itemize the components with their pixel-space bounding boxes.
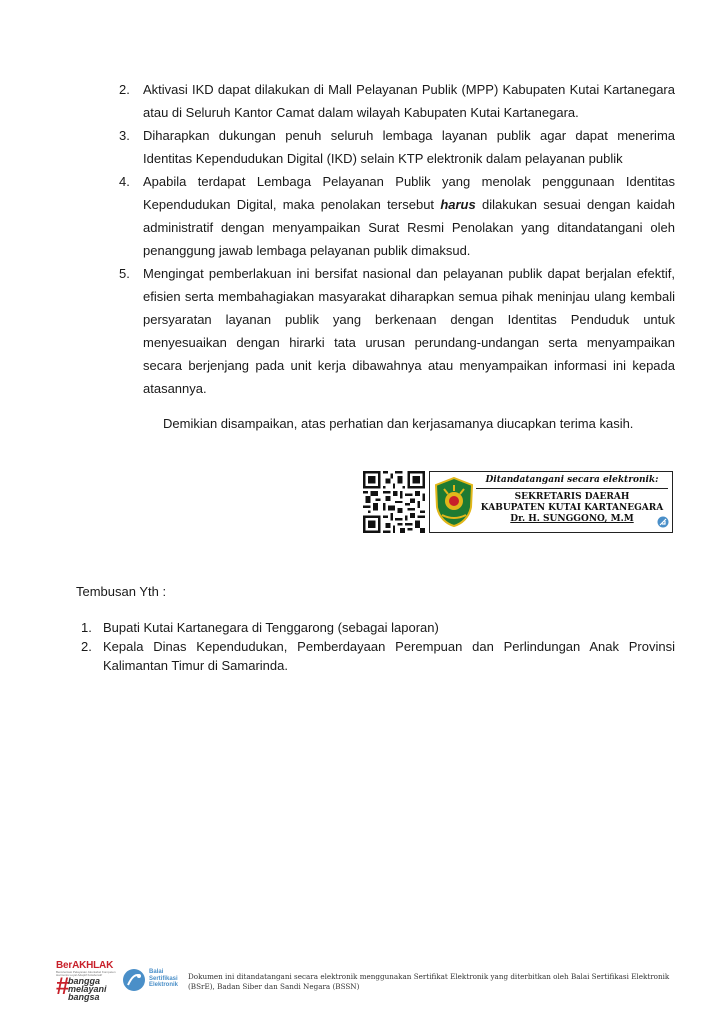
list-number: 3. bbox=[119, 128, 130, 143]
list-number: 2. bbox=[81, 639, 92, 654]
berakhlak-logo bbox=[56, 960, 122, 1002]
qr-code bbox=[362, 471, 426, 533]
footer-disclaimer: Dokumen ini ditandatangani secara elektronik menggunakan Sertifikat Elektronik yang diterbitkan oleh Balai Sertifikasi Elektronik (BSrE), Badan Siber dan Sandi Negara (BSSN) bbox=[188, 972, 670, 991]
list-text: dilakukan sesuai dengan kaidah administratif dengan menyampaikan Surat Resmi Penolakan yang ditandatangani oleh penanggung jawab lembaga pelayanan publik dimaksud. bbox=[143, 197, 676, 258]
berakhlak-title: BerAKHLAK bbox=[56, 960, 114, 971]
signature-institution: KABUPATEN KUTAI KARTANEGARA bbox=[480, 503, 664, 513]
list-text: Diharapkan dukungan penuh seluruh lembaga layanan publik agar dapat menerima Identitas Kependudukan Digital (IKD) selain KTP elektronik dalam pelayanan publik bbox=[143, 128, 675, 166]
list-text: Mengingat pemberlakuan ini bersifat nasional dan pelayanan publik dapat berjalan efektif, efisien serta membahagiakan masyarakat diharapkan semua pihak meninjau ulang kembali persyaratan layanan publik yang berkenaan dengan Identitas Penduduk untuk menyesuaikan dengan hirarki tata urusan perundang-undangan serta menyampaikan secara berjenjang pada unit kerja dibawahnya atau menyampaikan informasi ini kepada atasannya. bbox=[143, 266, 675, 396]
list-item bbox=[81, 618, 675, 637]
list-number: 2. bbox=[119, 82, 130, 97]
list-number: 5. bbox=[119, 266, 130, 281]
closing-statement: Demikian disampaikan, atas perhatian dan kerjasamanya diucapkan terima kasih. bbox=[163, 416, 634, 431]
bsre-logo-text: Balai Sertifikasi Elektronik bbox=[149, 969, 179, 988]
hashtag-icon: # bbox=[56, 973, 70, 1000]
bsre-logo-icon bbox=[122, 968, 146, 992]
signature-header: Ditandatangani secara elektronik: bbox=[476, 475, 668, 489]
list-text: Apabila terdapat Lembaga Pelayanan Publik yang menolak penggunaan Identitas Kependudukan Digital, maka penolakan tersebut bbox=[143, 174, 675, 212]
berakhlak-tagline: Berorientasi Pelayanan Akuntabel Kompeten Harmonis Loyal Adaptif Kolaboratif bbox=[56, 970, 116, 977]
list-item bbox=[81, 637, 675, 675]
cc-title: Tembusan Yth : bbox=[76, 584, 167, 599]
list-number: 4. bbox=[119, 174, 130, 189]
instruction-list bbox=[119, 78, 675, 400]
list-item bbox=[119, 170, 675, 262]
list-item bbox=[119, 262, 675, 400]
bangga-melayani-bangsa: bangga melayani bangsa bbox=[68, 976, 107, 1002]
list-text: Aktivasi IKD dapat dilakukan di Mall Pelayanan Publik (MPP) Kabupaten Kutai Kartanegara atau di Seluruh Kantor Camat dalam wilayah Kabupaten Kutai Kartanegara. bbox=[143, 82, 675, 120]
list-item bbox=[119, 78, 675, 124]
bsre-mark-icon bbox=[657, 516, 669, 528]
electronic-signature-box bbox=[429, 471, 673, 533]
page-footer bbox=[56, 958, 681, 1008]
signature-text-block bbox=[476, 475, 668, 525]
emphasis-text: harus bbox=[440, 197, 476, 212]
regency-seal-icon bbox=[434, 477, 474, 527]
list-number: 1. bbox=[81, 620, 92, 635]
signature-position: SEKRETARIS DAERAH bbox=[514, 492, 630, 502]
signatory-name: Dr. H. SUNGGONO, M.M bbox=[510, 514, 634, 524]
cc-list bbox=[81, 618, 675, 675]
list-text: Bupati Kutai Kartanegara di Tenggarong (sebagai laporan) bbox=[103, 620, 439, 635]
list-text: Kepala Dinas Kependudukan, Pemberdayaan Perempuan dan Perlindungan Anak Provinsi Kalimantan Timur di Samarinda. bbox=[103, 639, 675, 673]
list-item bbox=[119, 124, 675, 170]
